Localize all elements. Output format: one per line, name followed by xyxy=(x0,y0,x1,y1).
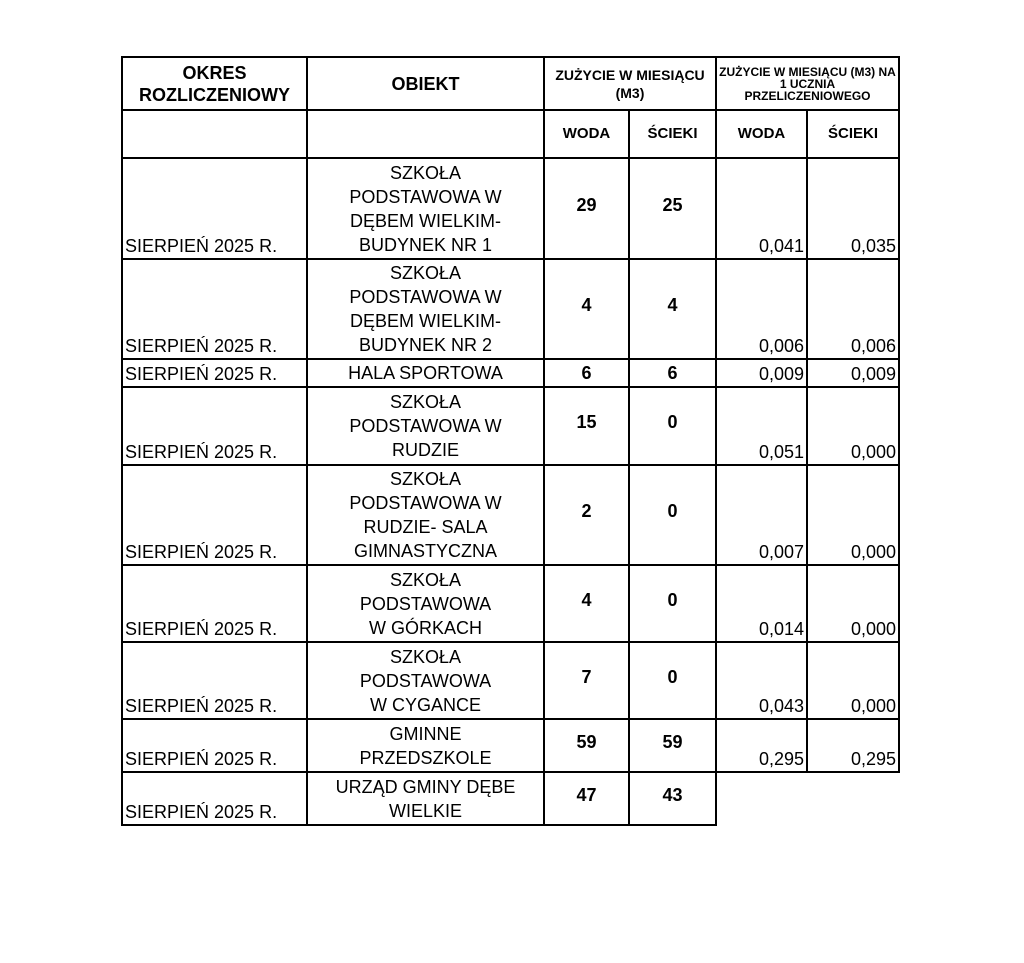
sewage-per-student-cell: 0,000 xyxy=(807,642,899,719)
object-cell: SZKOŁA PODSTAWOWA W RUDZIE xyxy=(307,387,544,465)
subheader-row xyxy=(122,110,899,158)
empty-cell xyxy=(807,772,899,825)
water-cell: 29 xyxy=(544,158,629,259)
water-cell: 59 xyxy=(544,719,629,772)
subheader-water-per-student: WODA xyxy=(716,110,807,158)
empty-cell xyxy=(716,772,807,825)
object-cell: SZKOŁA PODSTAWOWA W DĘBEM WIELKIM- BUDYNEK NR 2 xyxy=(307,259,544,359)
table-row xyxy=(122,642,899,719)
sewage-cell: 59 xyxy=(629,719,716,772)
water-per-student-cell: 0,043 xyxy=(716,642,807,719)
header-per-student: ZUŻYCIE W MIESIĄCU (M3) NA 1 UCZNIA PRZELICZENIOWEGO xyxy=(716,57,899,110)
period-cell: SIERPIEŃ 2025 R. xyxy=(122,259,307,359)
period-cell: SIERPIEŃ 2025 R. xyxy=(122,642,307,719)
water-cell: 7 xyxy=(544,642,629,719)
header-object: OBIEKT xyxy=(307,57,544,110)
period-cell: SIERPIEŃ 2025 R. xyxy=(122,465,307,565)
water-per-student-cell: 0,009 xyxy=(716,359,807,387)
period-cell: SIERPIEŃ 2025 R. xyxy=(122,565,307,642)
water-cell: 15 xyxy=(544,387,629,465)
sewage-per-student-cell: 0,000 xyxy=(807,565,899,642)
water-per-student-cell: 0,051 xyxy=(716,387,807,465)
water-per-student-cell: 0,014 xyxy=(716,565,807,642)
consumption-table xyxy=(121,56,900,826)
header-consumption: ZUŻYCIE W MIESIĄCU (M3) xyxy=(544,57,716,110)
table-row xyxy=(122,158,899,259)
table-row xyxy=(122,359,899,387)
sewage-per-student-cell: 0,000 xyxy=(807,387,899,465)
table-row xyxy=(122,719,899,772)
sewage-cell: 0 xyxy=(629,565,716,642)
sewage-cell: 0 xyxy=(629,387,716,465)
table-row xyxy=(122,387,899,465)
sewage-per-student-cell: 0,009 xyxy=(807,359,899,387)
period-cell: SIERPIEŃ 2025 R. xyxy=(122,359,307,387)
sewage-per-student-cell: 0,000 xyxy=(807,465,899,565)
water-cell: 4 xyxy=(544,565,629,642)
header-period: OKRES ROZLICZENIOWY xyxy=(122,57,307,110)
table-row xyxy=(122,465,899,565)
water-cell: 2 xyxy=(544,465,629,565)
sewage-per-student-cell: 0,006 xyxy=(807,259,899,359)
period-cell: SIERPIEŃ 2025 R. xyxy=(122,158,307,259)
water-cell: 6 xyxy=(544,359,629,387)
sewage-per-student-cell: 0,035 xyxy=(807,158,899,259)
object-cell: HALA SPORTOWA xyxy=(307,359,544,387)
sewage-cell: 0 xyxy=(629,465,716,565)
period-cell: SIERPIEŃ 2025 R. xyxy=(122,719,307,772)
subheader-empty-object xyxy=(307,110,544,158)
water-per-student-cell: 0,295 xyxy=(716,719,807,772)
subheader-empty-period xyxy=(122,110,307,158)
sewage-cell: 25 xyxy=(629,158,716,259)
water-per-student-cell: 0,007 xyxy=(716,465,807,565)
sewage-cell: 6 xyxy=(629,359,716,387)
object-cell: SZKOŁA PODSTAWOWA W GÓRKACH xyxy=(307,565,544,642)
consumption-table-wrapper xyxy=(121,56,900,826)
sewage-per-student-cell: 0,295 xyxy=(807,719,899,772)
sewage-cell: 0 xyxy=(629,642,716,719)
table-row xyxy=(122,259,899,359)
subheader-water: WODA xyxy=(544,110,629,158)
object-cell: SZKOŁA PODSTAWOWA W RUDZIE- SALA GIMNASTYCZNA xyxy=(307,465,544,565)
subheader-sewage: ŚCIEKI xyxy=(629,110,716,158)
sewage-cell: 43 xyxy=(629,772,716,825)
sewage-cell: 4 xyxy=(629,259,716,359)
water-cell: 47 xyxy=(544,772,629,825)
table-row xyxy=(122,772,899,825)
object-cell: GMINNE PRZEDSZKOLE xyxy=(307,719,544,772)
header-row xyxy=(122,57,899,110)
table-row xyxy=(122,565,899,642)
subheader-sewage-per-student: ŚCIEKI xyxy=(807,110,899,158)
object-cell: SZKOŁA PODSTAWOWA W CYGANCE xyxy=(307,642,544,719)
period-cell: SIERPIEŃ 2025 R. xyxy=(122,387,307,465)
water-cell: 4 xyxy=(544,259,629,359)
water-per-student-cell: 0,041 xyxy=(716,158,807,259)
water-per-student-cell: 0,006 xyxy=(716,259,807,359)
object-cell: SZKOŁA PODSTAWOWA W DĘBEM WIELKIM- BUDYNEK NR 1 xyxy=(307,158,544,259)
period-cell: SIERPIEŃ 2025 R. xyxy=(122,772,307,825)
object-cell: URZĄD GMINY DĘBE WIELKIE xyxy=(307,772,544,825)
